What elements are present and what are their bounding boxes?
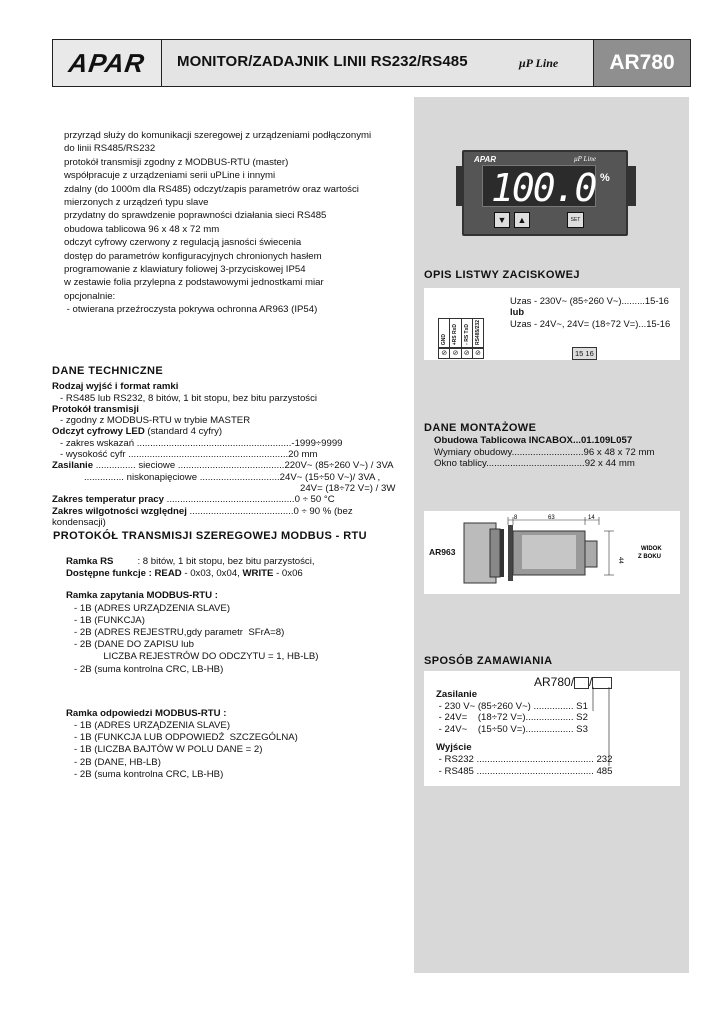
feature-list [64, 129, 404, 317]
technical-data [52, 365, 396, 528]
view-label-2: Z BOKU [638, 554, 661, 560]
feature-line: opcjonalnie: [64, 290, 116, 302]
range-value: -1999÷9999 [291, 437, 343, 449]
supply-low-value-2: 24V= (18÷72 V=) / 3W [300, 482, 396, 494]
func-write-label: WRITE [242, 568, 274, 580]
feature-line: dostęp do parametrów konfiguracyjnych chronionych hasłem [64, 250, 322, 262]
digit-height-label: - wysokość cyfr ............................................................ [52, 449, 289, 461]
device-brand: APAR [474, 155, 497, 164]
temp-label: Zakres temperatur pracy [52, 494, 164, 506]
terminal-pin-label: GND [441, 333, 447, 345]
upline-logo: μP Line [519, 56, 559, 70]
response-heading: Ramka odpowiedzi MODBUS-RTU : [66, 707, 227, 719]
func-write: - 0x06 [273, 568, 303, 580]
terminal-pin-label: - RS TxD [463, 324, 470, 345]
set-key-label: SET [570, 217, 581, 223]
humidity-label: Zakres wilgotności względnej [52, 505, 187, 517]
terminal-text [510, 295, 670, 329]
supply-low-value-1: 24V~ (15÷50 V~)/ 3VA , [279, 471, 381, 483]
terminal-pin-label: +RS RxD [452, 323, 459, 345]
dim-h: 44 [617, 557, 623, 564]
humidity-value-2: kondensacji) [52, 516, 106, 528]
humidity-dots: ....................................... [186, 505, 294, 517]
feature-line: współpracuje z urządzeniami serii uPLine i innymi [64, 170, 276, 182]
terminal-pin-label: RS485/232 [474, 319, 481, 345]
logo-text: APAR [67, 47, 148, 78]
response-line: - 1B (FUNKCJA LUB ODPOWIEDŹ SZCZEGÓLNA) [66, 732, 298, 744]
frame-label: Ramka RS [66, 556, 114, 567]
terminal-line-1: Uzas - 230V~ (85÷260 V~).........15-16 [510, 295, 669, 306]
dims-value: 96 x 48 x 72 mm [583, 446, 655, 458]
order-code: AR780/ / [534, 675, 612, 689]
display-value-text: (standard 4 cyfry) [144, 426, 223, 438]
side-view-drawing [424, 511, 680, 594]
display-label: Odczyt cyfrowy LED [52, 426, 145, 438]
display-unit: % [600, 172, 610, 184]
tech-row: Rodzaj wyjść i format ramki [52, 381, 179, 393]
request-heading: Ramka zapytania MODBUS-RTU : [66, 590, 218, 602]
set-key [567, 212, 584, 228]
device-display [482, 165, 596, 210]
order-panel [424, 671, 680, 786]
dim-a: 8 [514, 515, 518, 521]
order-code-prefix: AR780/ [534, 675, 575, 689]
feature-line: odczyt cyfrowy czerwony z regulacją jasności świecenia [64, 237, 302, 249]
supply-low-label: ............... niskonapięciowe .............................. [52, 471, 280, 483]
func-label: Dostępne funkcje : READ [66, 568, 182, 580]
supply-label: Zasilanie [52, 460, 94, 472]
order-output-heading: Wyjście [436, 742, 472, 754]
request-line: - 2B (DANE DO ZAPISU lub [66, 639, 194, 651]
feature-line: w zestawie folia przylepna z podstawowymi jednostkami miar [64, 277, 324, 289]
up-key-icon: ▲ [514, 212, 530, 228]
mounting-heading: DANE MONTAŻOWE [424, 422, 537, 434]
device-line: μP Line [574, 155, 596, 163]
request-line: - 2B (suma kontrolna CRC, LB-HB) [66, 663, 224, 675]
request-line: LICZBA REJESTRÓW DO ODCZYTU = 1, HB-LB) [66, 651, 319, 663]
frame-value: : 8 bitów, 1 bit stopu, bez bitu parzystości, [113, 556, 315, 567]
order-supply-heading: Zasilanie [436, 689, 478, 700]
document-header [52, 39, 691, 87]
tech-row: - RS485 lub RS232, 8 bitów, 1 bit stopu, bez bitu parzystości [52, 392, 318, 404]
supply-mains-value: 220V~ (85÷260 V~) / 3VA [284, 460, 394, 472]
apar-logo [53, 40, 162, 86]
order-output-line: - RS485 ............................................ 485 [436, 765, 613, 777]
model-number: AR780 [593, 40, 690, 86]
tech-row: Protokół transmisji [52, 403, 139, 415]
housing-label: Obudowa Tablicowa INCABOX [434, 435, 573, 446]
feature-line: obudowa tablicowa 96 x 48 x 72 mm [64, 223, 220, 235]
protocol-heading: PROTOKÓŁ TRANSMISJI SZEREGOWEJ MODBUS - RTU [53, 530, 368, 542]
feature-line: przydatny do sprawdzenie poprawności działania sieci RS485 [64, 210, 327, 222]
display-value: 100.0 [491, 166, 596, 210]
terminal-screws: ⊘ ⊘ ⊘ ⊘ [438, 348, 484, 359]
view-label-1: WIDOK [641, 546, 662, 552]
func-read: - 0x03, 0x04, [181, 568, 243, 580]
feature-line: - otwierana przeźroczysta pokrywa ochronna AR963 (IP54) [64, 304, 318, 316]
request-line: - 1B (ADRES URZĄDZENIA SLAVE) [66, 602, 231, 614]
feature-line: mierzonych z urządzeń typu slave [64, 197, 209, 209]
order-supply-line: - 24V= (18÷72 V=).................. S2 [436, 712, 588, 724]
temp-dots: ................................................ [163, 494, 295, 506]
order-heading: SPOSÓB ZAMAWIANIA [424, 655, 553, 667]
feature-line: protokół transmisji zgodny z MODBUS-RTU (master) [64, 156, 289, 168]
mounting-data [434, 435, 654, 470]
terminal-line-2: lub [510, 306, 525, 318]
response-line: - 1B (ADRES URZĄDZENIA SLAVE) [66, 720, 231, 732]
request-line: - 2B (ADRES REJESTRU,gdy parametr SFrA=8) [66, 627, 285, 639]
supply-mains-label: ............... sieciowe ........................................ [93, 460, 285, 472]
order-supply-line: - 24V~ (15÷50 V=).................. S3 [436, 723, 588, 735]
order-output-line: - RS232 ............................................ 232 [436, 753, 613, 765]
digit-height-value: 20 mm [288, 449, 318, 461]
supply-pins: 15 16 [572, 347, 597, 360]
terminal-line-3: Uzas - 24V~, 24V= (18÷72 V=)...15-16 [510, 317, 671, 329]
terminal-panel [424, 288, 680, 360]
feature-line: zdalny (do 1000m dla RS485) odczyt/zapis parametrów oraz wartości [64, 183, 359, 195]
response-line: - 2B (suma kontrolna CRC, LB-HB) [66, 768, 224, 780]
dim-b: 63 [548, 515, 555, 521]
device-front-panel [462, 150, 628, 236]
cut-value: 92 x 44 mm [584, 458, 635, 470]
response-line: - 1B (LICZBA BAJTÓW W POLU DANE = 2) [66, 744, 263, 756]
range-label: - zakres wskazań .......................................................... [52, 437, 292, 449]
terminal-strip [438, 318, 482, 358]
dim-c: 14 [588, 515, 595, 521]
down-key-icon: ▼ [494, 212, 510, 228]
dims-label: Wymiary obudowy........................... [434, 446, 584, 458]
temp-value: 0 ÷ 50 °C [294, 494, 335, 506]
protocol-section [66, 556, 396, 781]
tech-heading: DANE TECHNICZNE [52, 365, 164, 377]
order-supply-line: - 230 V~ (85÷260 V~) ............... S1 [436, 700, 588, 712]
request-line: - 1B (FUNKCJA) [66, 614, 145, 626]
feature-line: do linii RS485/RS232 [64, 143, 156, 155]
document-title: MONITOR/ZADAJNIK LINII RS232/RS485 [177, 53, 468, 70]
cut-label: Okno tablicy..................................... [434, 458, 585, 470]
response-line: - 2B (DANE, HB-LB) [66, 756, 161, 768]
drawing-label: AR963 [429, 547, 456, 557]
feature-line: przyrząd służy do komunikacji szeregowej z urządzeniami podłączonymi [64, 130, 372, 141]
terminal-heading: OPIS LISTWY ZACISKOWEJ [424, 269, 580, 281]
tech-row: - zgodny z MODBUS-RTU w trybie MASTER [52, 415, 251, 427]
housing-code: ...01.109L057 [572, 435, 633, 446]
order-options [436, 689, 612, 777]
feature-line: programowanie z klawiatury foliowej 3-przyciskowej IP54 [64, 264, 306, 276]
humidity-value: 0 ÷ 90 % (bez [293, 505, 353, 517]
terminal-pin-labels [438, 318, 484, 348]
mounting-drawing [424, 511, 680, 594]
